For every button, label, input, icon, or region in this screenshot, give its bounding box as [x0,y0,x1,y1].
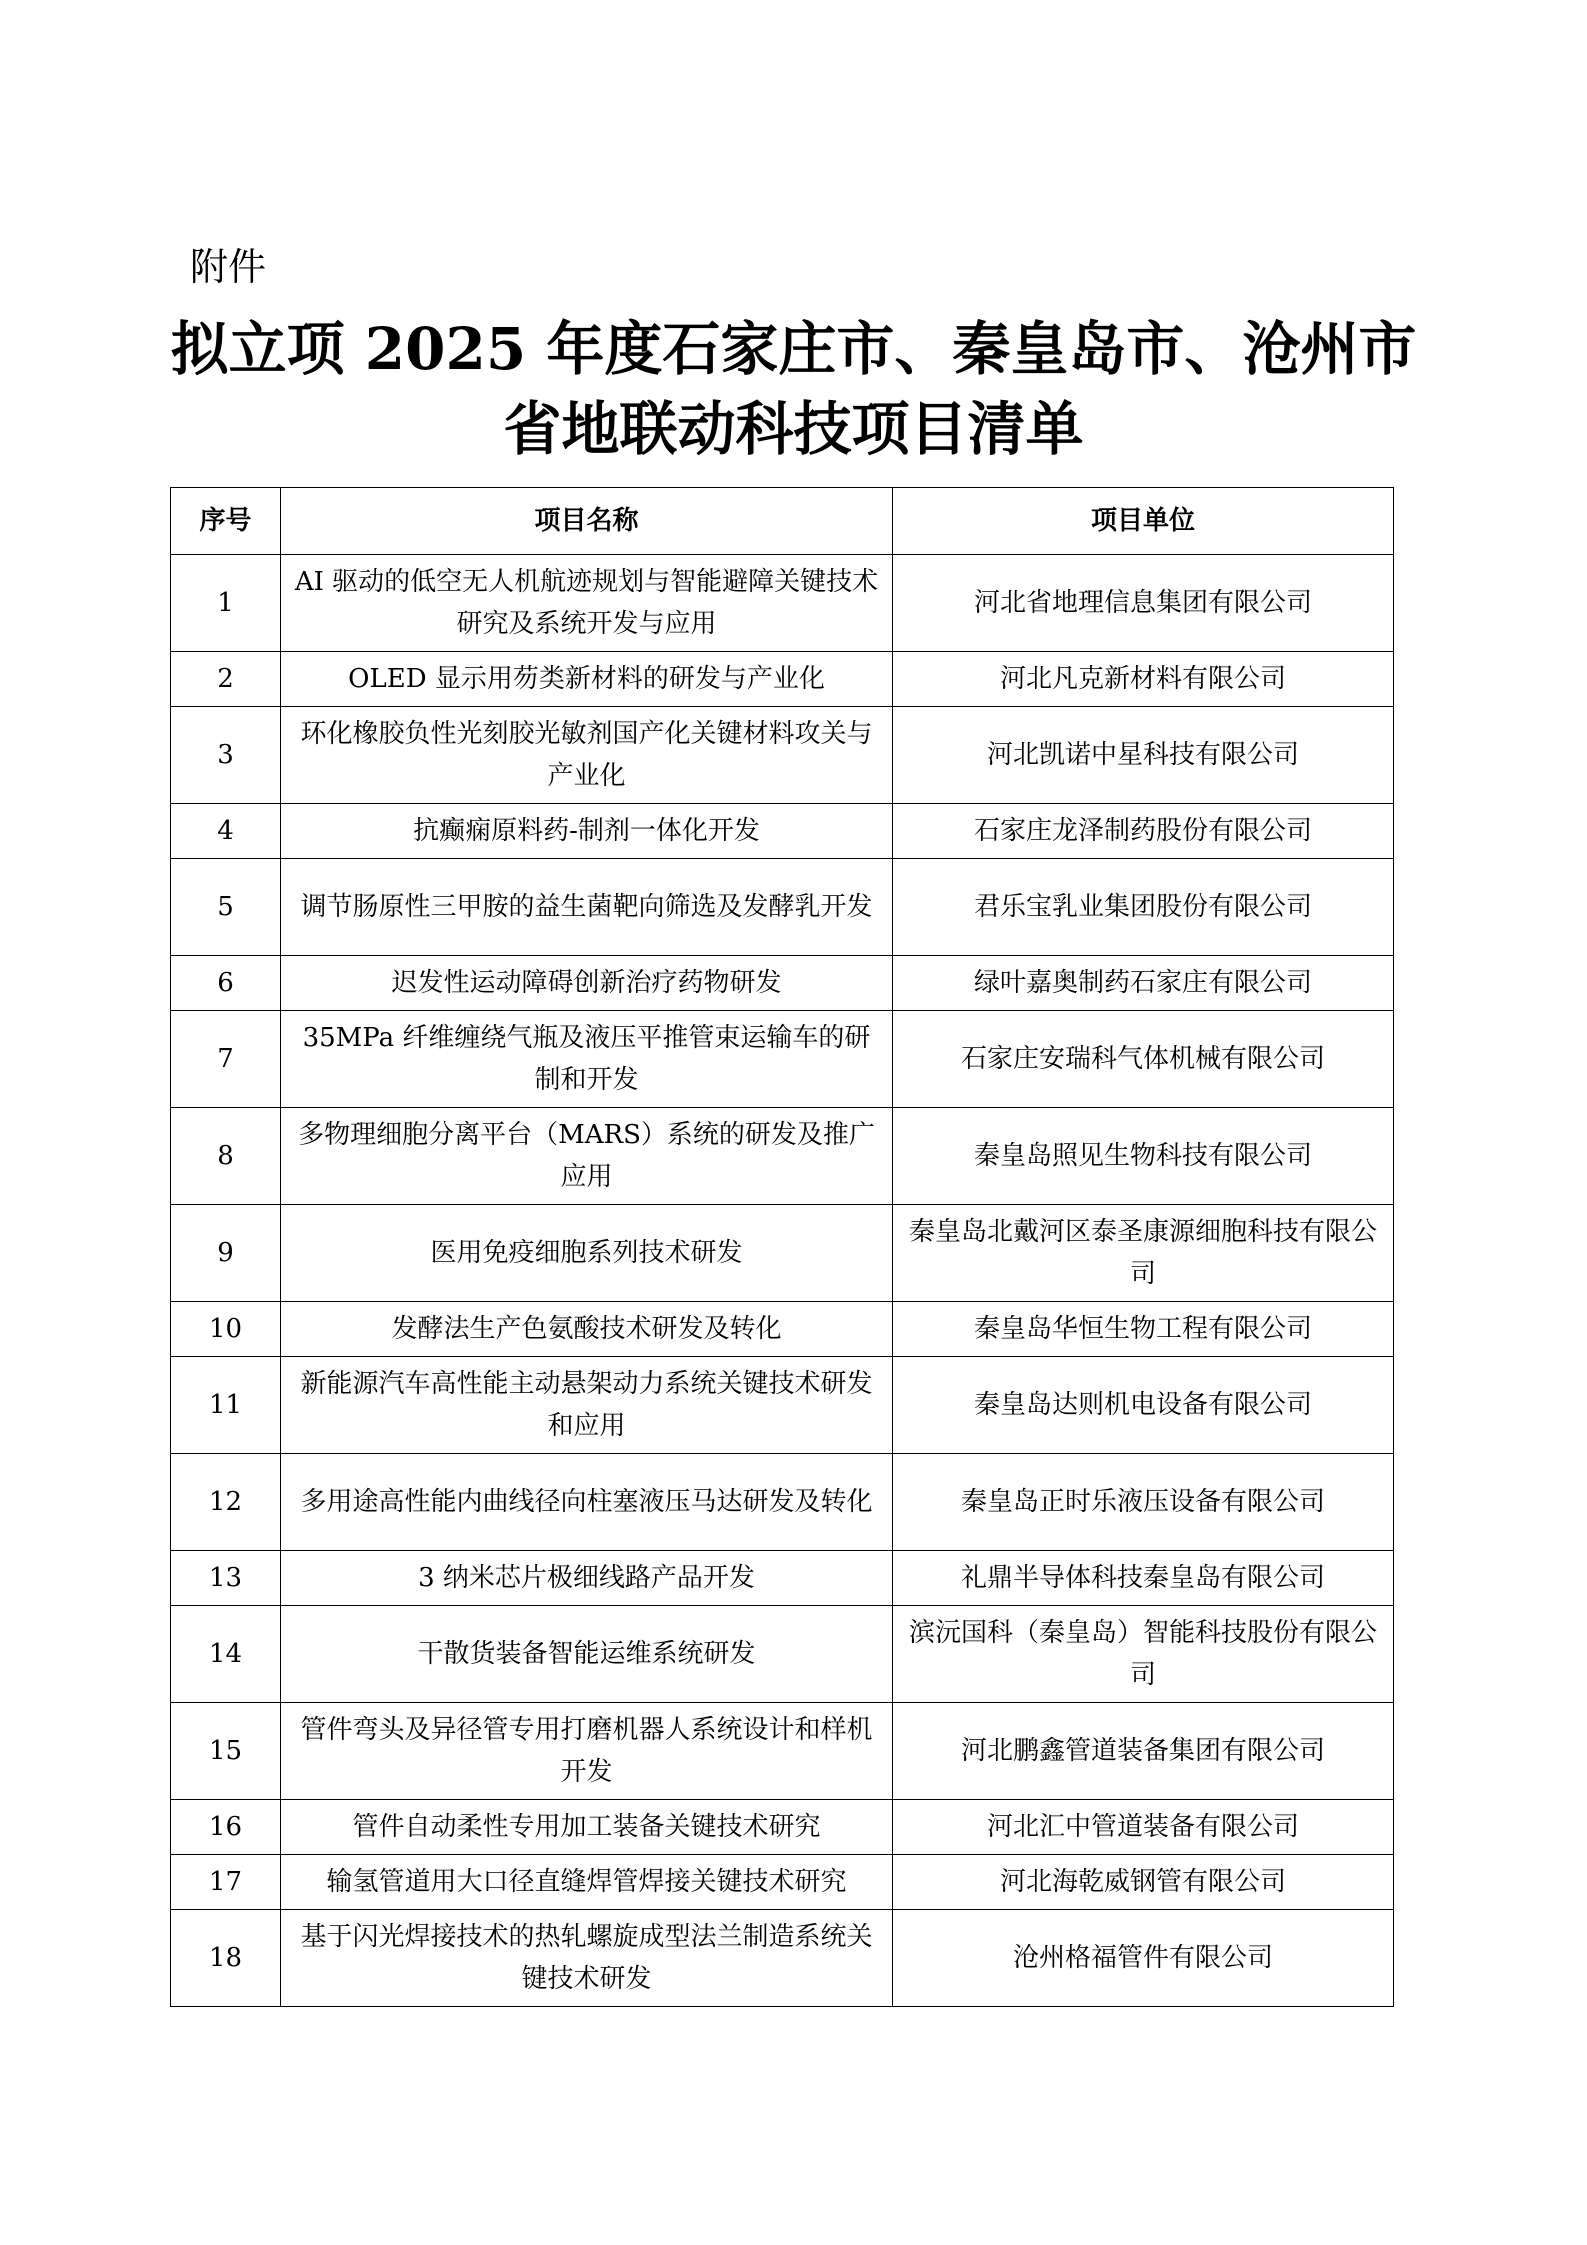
table-header-row [171,488,1394,555]
table-row [171,1108,1394,1205]
cell-project-name: 输氢管道用大口径直缝焊管焊接关键技术研究 [281,1855,893,1910]
cell-number: 15 [171,1703,281,1800]
cell-project-name: 抗癫痫原料药-制剂一体化开发 [281,804,893,859]
cell-number: 2 [171,652,281,707]
document-title-line-1: 拟立项 2025 年度石家庄市、秦皇岛市、沧州市 [170,315,1417,383]
table-row [171,804,1394,859]
cell-number: 16 [171,1800,281,1855]
table-body [171,555,1394,2007]
table-row [171,1606,1394,1703]
document-title-line-2: 省地联动科技项目清单 [503,395,1084,463]
cell-number: 8 [171,1108,281,1205]
cell-project-unit: 秦皇岛达则机电设备有限公司 [893,1357,1394,1454]
cell-project-unit: 河北省地理信息集团有限公司 [893,555,1394,652]
cell-project-unit: 绿叶嘉奥制药石家庄有限公司 [893,956,1394,1011]
cell-project-unit: 河北鹏鑫管道装备集团有限公司 [893,1703,1394,1800]
cell-number: 17 [171,1855,281,1910]
cell-project-name: 3 纳米芯片极细线路产品开发 [281,1551,893,1606]
cell-number: 10 [171,1302,281,1357]
table-row [171,1205,1394,1302]
cell-number: 14 [171,1606,281,1703]
cell-project-name: 管件自动柔性专用加工装备关键技术研究 [281,1800,893,1855]
cell-number: 6 [171,956,281,1011]
cell-number: 9 [171,1205,281,1302]
cell-project-name: 新能源汽车高性能主动悬架动力系统关键技术研发和应用 [281,1357,893,1454]
cell-project-unit: 秦皇岛北戴河区泰圣康源细胞科技有限公司 [893,1205,1394,1302]
cell-number: 7 [171,1011,281,1108]
cell-project-name: 发酵法生产色氨酸技术研发及转化 [281,1302,893,1357]
table-row [171,859,1394,956]
cell-project-name: 管件弯头及异径管专用打磨机器人系统设计和样机开发 [281,1703,893,1800]
table-row [171,1703,1394,1800]
cell-project-name: OLED 显示用芴类新材料的研发与产业化 [281,652,893,707]
table-row [171,652,1394,707]
cell-number: 13 [171,1551,281,1606]
cell-number: 18 [171,1910,281,2007]
cell-project-unit: 秦皇岛华恒生物工程有限公司 [893,1302,1394,1357]
cell-project-unit: 河北凯诺中星科技有限公司 [893,707,1394,804]
table-row [171,1551,1394,1606]
cell-project-name: 基于闪光焊接技术的热轧螺旋成型法兰制造系统关键技术研发 [281,1910,893,2007]
column-header-project-name: 项目名称 [281,488,893,555]
table-row [171,1454,1394,1551]
cell-project-name: 环化橡胶负性光刻胶光敏剂国产化关键材料攻关与产业化 [281,707,893,804]
cell-project-name: 调节肠原性三甲胺的益生菌靶向筛选及发酵乳开发 [281,859,893,956]
cell-project-name: 迟发性运动障碍创新治疗药物研发 [281,956,893,1011]
cell-project-name: 35MPa 纤维缠绕气瓶及液压平推管束运输车的研制和开发 [281,1011,893,1108]
cell-number: 1 [171,555,281,652]
table-row [171,555,1394,652]
table-row [171,1011,1394,1108]
cell-project-name: 干散货装备智能运维系统研发 [281,1606,893,1703]
cell-project-unit: 礼鼎半导体科技秦皇岛有限公司 [893,1551,1394,1606]
cell-number: 3 [171,707,281,804]
cell-project-unit: 河北海乾威钢管有限公司 [893,1855,1394,1910]
cell-project-unit: 秦皇岛照见生物科技有限公司 [893,1108,1394,1205]
cell-number: 12 [171,1454,281,1551]
table-row [171,1910,1394,2007]
cell-number: 4 [171,804,281,859]
column-header-project-unit: 项目单位 [893,488,1394,555]
project-list-table [170,487,1394,2007]
cell-number: 5 [171,859,281,956]
cell-project-unit: 河北凡克新材料有限公司 [893,652,1394,707]
cell-number: 11 [171,1357,281,1454]
column-header-number: 序号 [171,488,281,555]
cell-project-name: 多用途高性能内曲线径向柱塞液压马达研发及转化 [281,1454,893,1551]
attachment-label: 附件 [190,245,267,289]
cell-project-unit: 河北汇中管道装备有限公司 [893,1800,1394,1855]
cell-project-name: 医用免疫细胞系列技术研发 [281,1205,893,1302]
cell-project-unit: 石家庄龙泽制药股份有限公司 [893,804,1394,859]
cell-project-unit: 君乐宝乳业集团股份有限公司 [893,859,1394,956]
table-row [171,1302,1394,1357]
table-row [171,1855,1394,1910]
cell-project-name: 多物理细胞分离平台（MARS）系统的研发及推广应用 [281,1108,893,1205]
cell-project-unit: 滨沅国科（秦皇岛）智能科技股份有限公司 [893,1606,1394,1703]
table-row [171,1800,1394,1855]
cell-project-name: AI 驱动的低空无人机航迹规划与智能避障关键技术研究及系统开发与应用 [281,555,893,652]
cell-project-unit: 石家庄安瑞科气体机械有限公司 [893,1011,1394,1108]
table-row [171,956,1394,1011]
table-row [171,707,1394,804]
cell-project-unit: 沧州格福管件有限公司 [893,1910,1394,2007]
cell-project-unit: 秦皇岛正时乐液压设备有限公司 [893,1454,1394,1551]
table-row [171,1357,1394,1454]
